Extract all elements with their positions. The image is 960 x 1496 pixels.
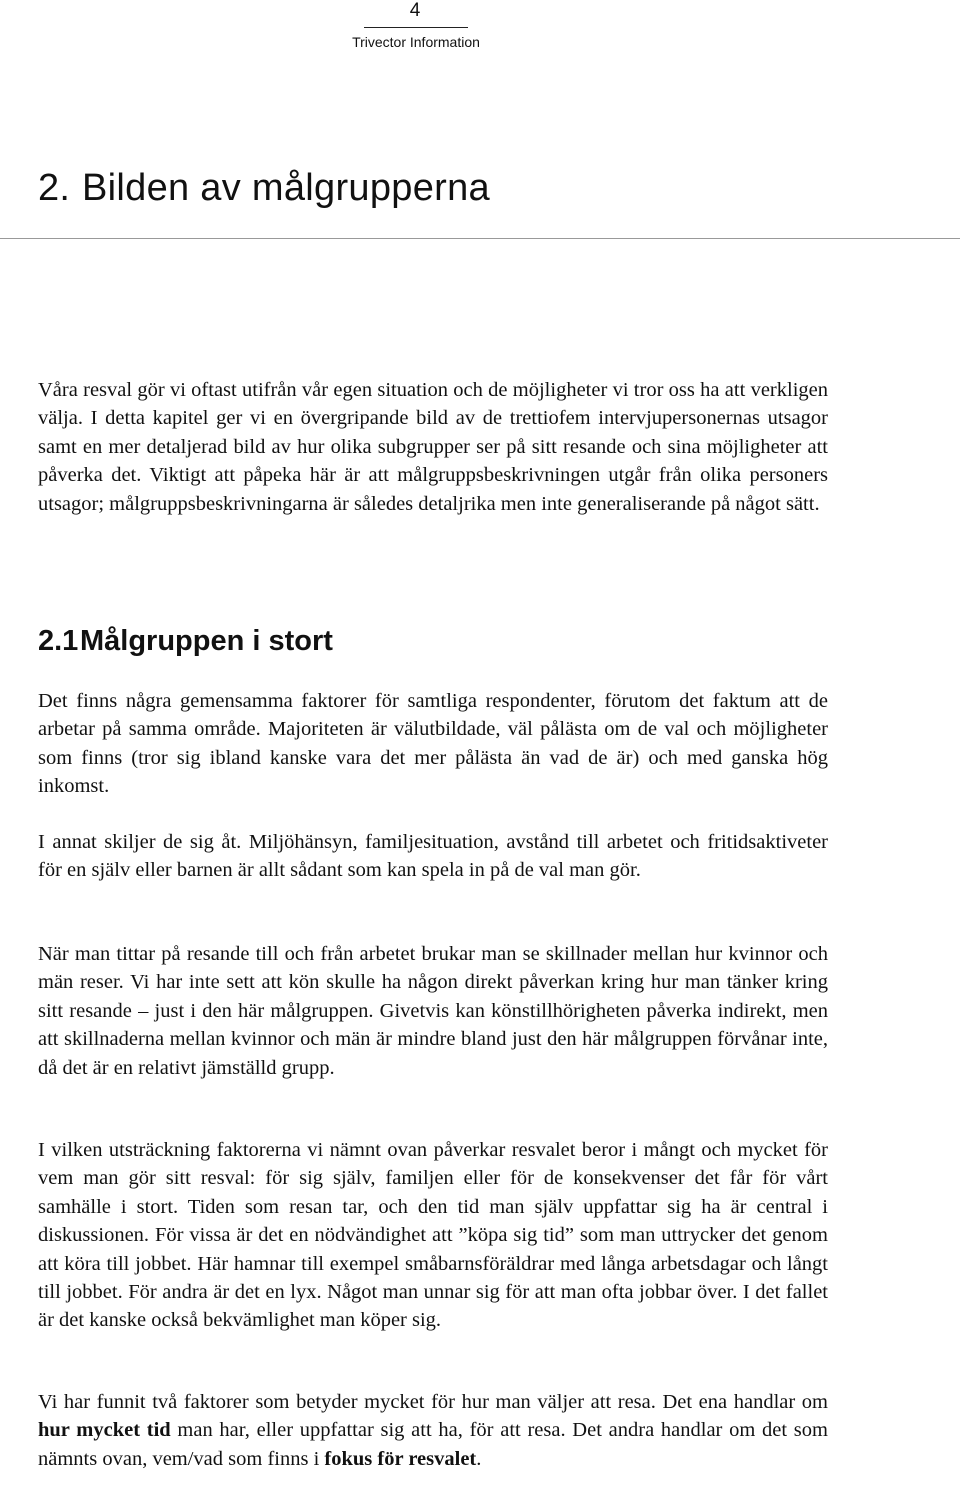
paragraph-5-text-3: .: [476, 1447, 482, 1470]
section-number: 2.1: [38, 625, 79, 657]
section-title: Målgruppen i stort: [80, 625, 333, 657]
body-paragraph-1: Det finns några gemensamma faktorer för samtliga respondenter, förutom det faktum att de arbetar på samma område. Majoriteten är välutbildade, väl pålästa om de val och möjligheter som finns (tror sig ibland kanske vara det mer pålästa än vad de är) och med ganska hög inkomst.: [38, 690, 828, 798]
body-paragraph-2: I annat skiljer de sig åt. Miljöhänsyn, familjesituation, avstånd till arbetet och fritidsaktiveter för en själv eller barnen är allt sådant som kan spela in på de val man gör.: [38, 831, 828, 882]
chapter-heading: [38, 165, 490, 211]
intro-paragraph: Våra resval gör vi oftast utifrån vår egen situation och de möjligheter vi tror oss ha att verkligen välja. I detta kapitel ger vi en övergripande bild av de trettiofem intervjupersonernas utsagor samt en mer detaljerad bild av hur olika subgrupper ser på sitt resande och sina möjligheter att påverka det. Viktigt att påpeka här är att målgruppsbeskrivningen utgår från olika personers utsagor; målgruppsbeskrivningarna är således detaljrika men inte generaliserande på något sätt.: [38, 379, 828, 515]
paragraph-5-text-1: Vi har funnit två faktorer som betyder mycket för hur man väljer att resa. Det ena handlar om: [38, 1391, 828, 1413]
body-paragraph-5: [38, 1388, 828, 1473]
chapter-divider: [0, 238, 960, 239]
emphasis-focus: fokus för resvalet: [324, 1447, 477, 1470]
paragraph-5-text-2: man har, eller uppfattar sig att ha, för att resa. Det andra handlar om det som nämnts ovan, vem/vad som finns i: [38, 1419, 828, 1470]
emphasis-time: hur mycket tid: [38, 1419, 171, 1442]
body-paragraph-3: När man tittar på resande till och från arbetet brukar man se skillnader mellan hur kvinnor och män reser. Vi har inte sett att kön skulle ha någon direkt påverkan kring hur man tänker kring sitt resande – just i den här målgruppen. Givetvis kan könstillhörigheten påverka indirekt, men att skillnaderna mellan kvinnor och män är mindre bland just den här målgruppen förvånar inte, då det är en relativt jämställd grupp.: [38, 943, 828, 1079]
header-rule: [364, 27, 468, 28]
section-heading: [38, 623, 333, 659]
body-paragraph-4: I vilken utsträckning faktorerna vi nämnt ovan påverkar resvalet beror i mångt och mycket för vem man gör sitt resval: för sig själv, familjen eller för de konsekvenser det får för vårt samhälle i stort. Tiden som resan tar, och den tid man själv uppfattar sig ha är central i diskussionen. För vissa är det en nödvändighet att ”köpa sig tid” som man uttrycker det genom att köra till jobbet. Här hamnar till exempel småbarnsföräldrar med långa arbetsdagar och långt till jobbet. För andra är det en lyx. Något man unnar sig för att man ofta jobbar över. I det fallet är det kanske också bekvämlighet man köper sig.: [38, 1139, 828, 1332]
chapter-number: 2.: [38, 167, 71, 209]
page-number: 4: [409, 0, 421, 21]
chapter-title: Bilden av målgrupperna: [82, 167, 490, 209]
header-organization: Trivector Information: [352, 34, 480, 50]
